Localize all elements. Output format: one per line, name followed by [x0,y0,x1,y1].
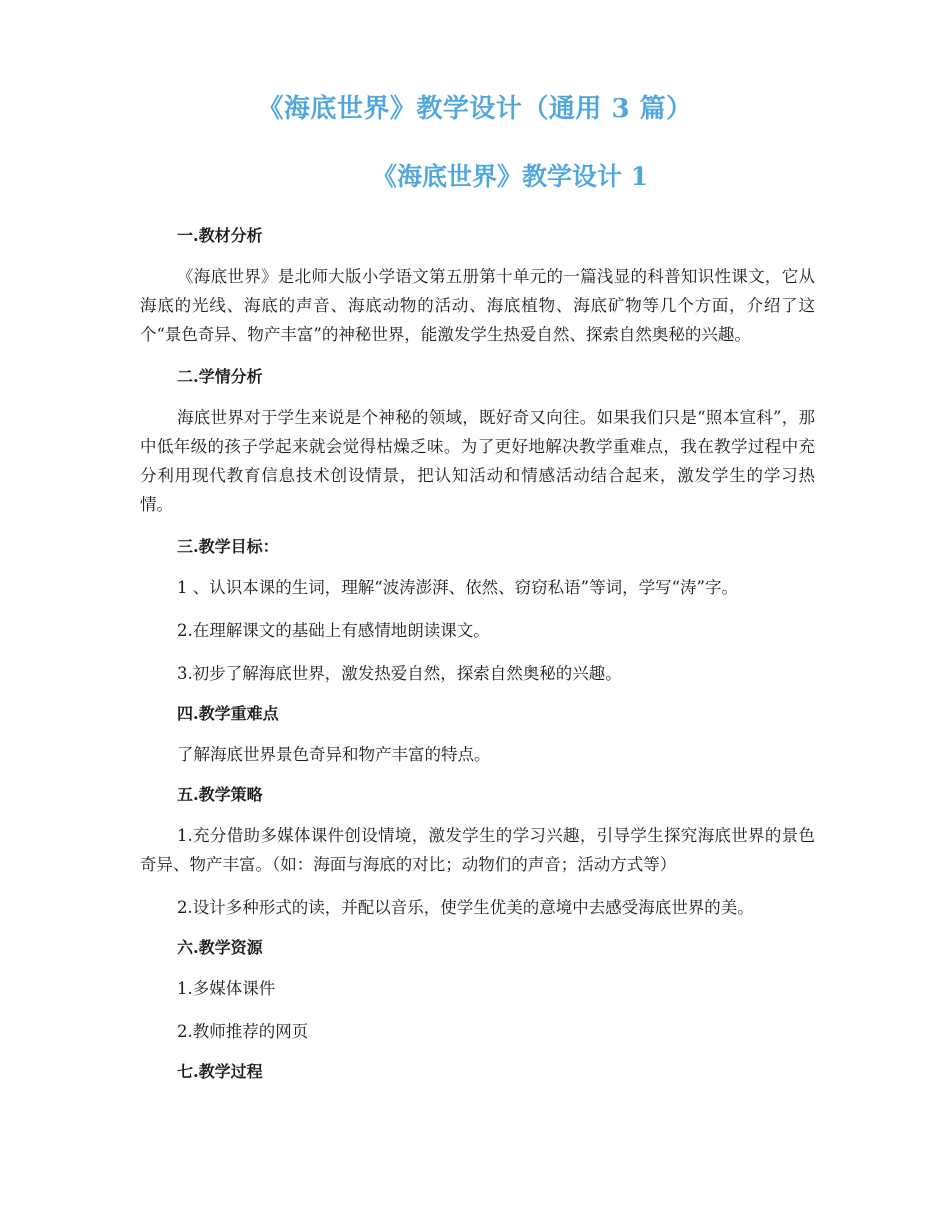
section-heading-3: 三.教学目标： [177,537,279,556]
objective-item-1: 1 、认识本课的生词，理解“波涛澎湃、依然、窃窃私语”等词，学写“涛”字。 [177,578,738,597]
section-paragraph-1: 《海底世界》是北师大版小学语文第五册第十单元的一篇浅显的科普知识性课文，它从海底的光线、海底的声音、海底动物的活动、海底植物、海底矿物等几个方面，介绍了这个“景色奇异、物产丰富”的神秘世界，能激发学生热爱自然、探索自然奥秘的兴趣。 [140,267,815,344]
objective-item-2: 2.在理解课文的基础上有感情地朗读课文。 [177,621,490,640]
section-heading-4: 四.教学重难点 [177,704,279,723]
strategy-item-1: 1.充分借助多媒体课件创设情境，激发学生的学习兴趣，引导学生探究海底世界的景色奇异、物产丰富。（如：海面与海底的对比；动物们的声音；活动方式等） [140,826,815,874]
resource-item-2: 2.教师推荐的网页 [177,1022,309,1041]
section-heading-1: 一.教材分析 [177,226,263,245]
objective-item-3: 3.初步了解海底世界，激发热爱自然，探索自然奥秘的兴趣。 [177,664,622,683]
keypoint-item-1: 了解海底世界景色奇异和物产丰富的特点。 [177,745,491,764]
section-paragraph-2: 海底世界对于学生来说是个神秘的领域，既好奇又向往。如果我们只是“照本宣科”，那中低年级的孩子学起来就会觉得枯燥乏味。为了更好地解决教学重难点，我在教学过程中充分利用现代教育信息技术创设情景，把认知活动和情感活动结合起来，激发学生的学习热情。 [140,408,815,514]
document-subtitle: 《海底世界》教学设计 1 [371,162,649,191]
document-title: 《海底世界》教学设计（通用 3 篇） [257,94,693,124]
section-heading-7: 七.教学过程 [177,1062,263,1081]
strategy-item-2: 2.设计多种形式的读，并配以音乐，使学生优美的意境中去感受海底世界的美。 [177,898,754,917]
section-heading-2: 二.学情分析 [177,367,263,386]
section-heading-6: 六.教学资源 [177,938,263,957]
resource-item-1: 1.多媒体课件 [177,979,276,998]
document-body [140,224,815,1084]
section-heading-5: 五.教学策略 [177,785,263,804]
